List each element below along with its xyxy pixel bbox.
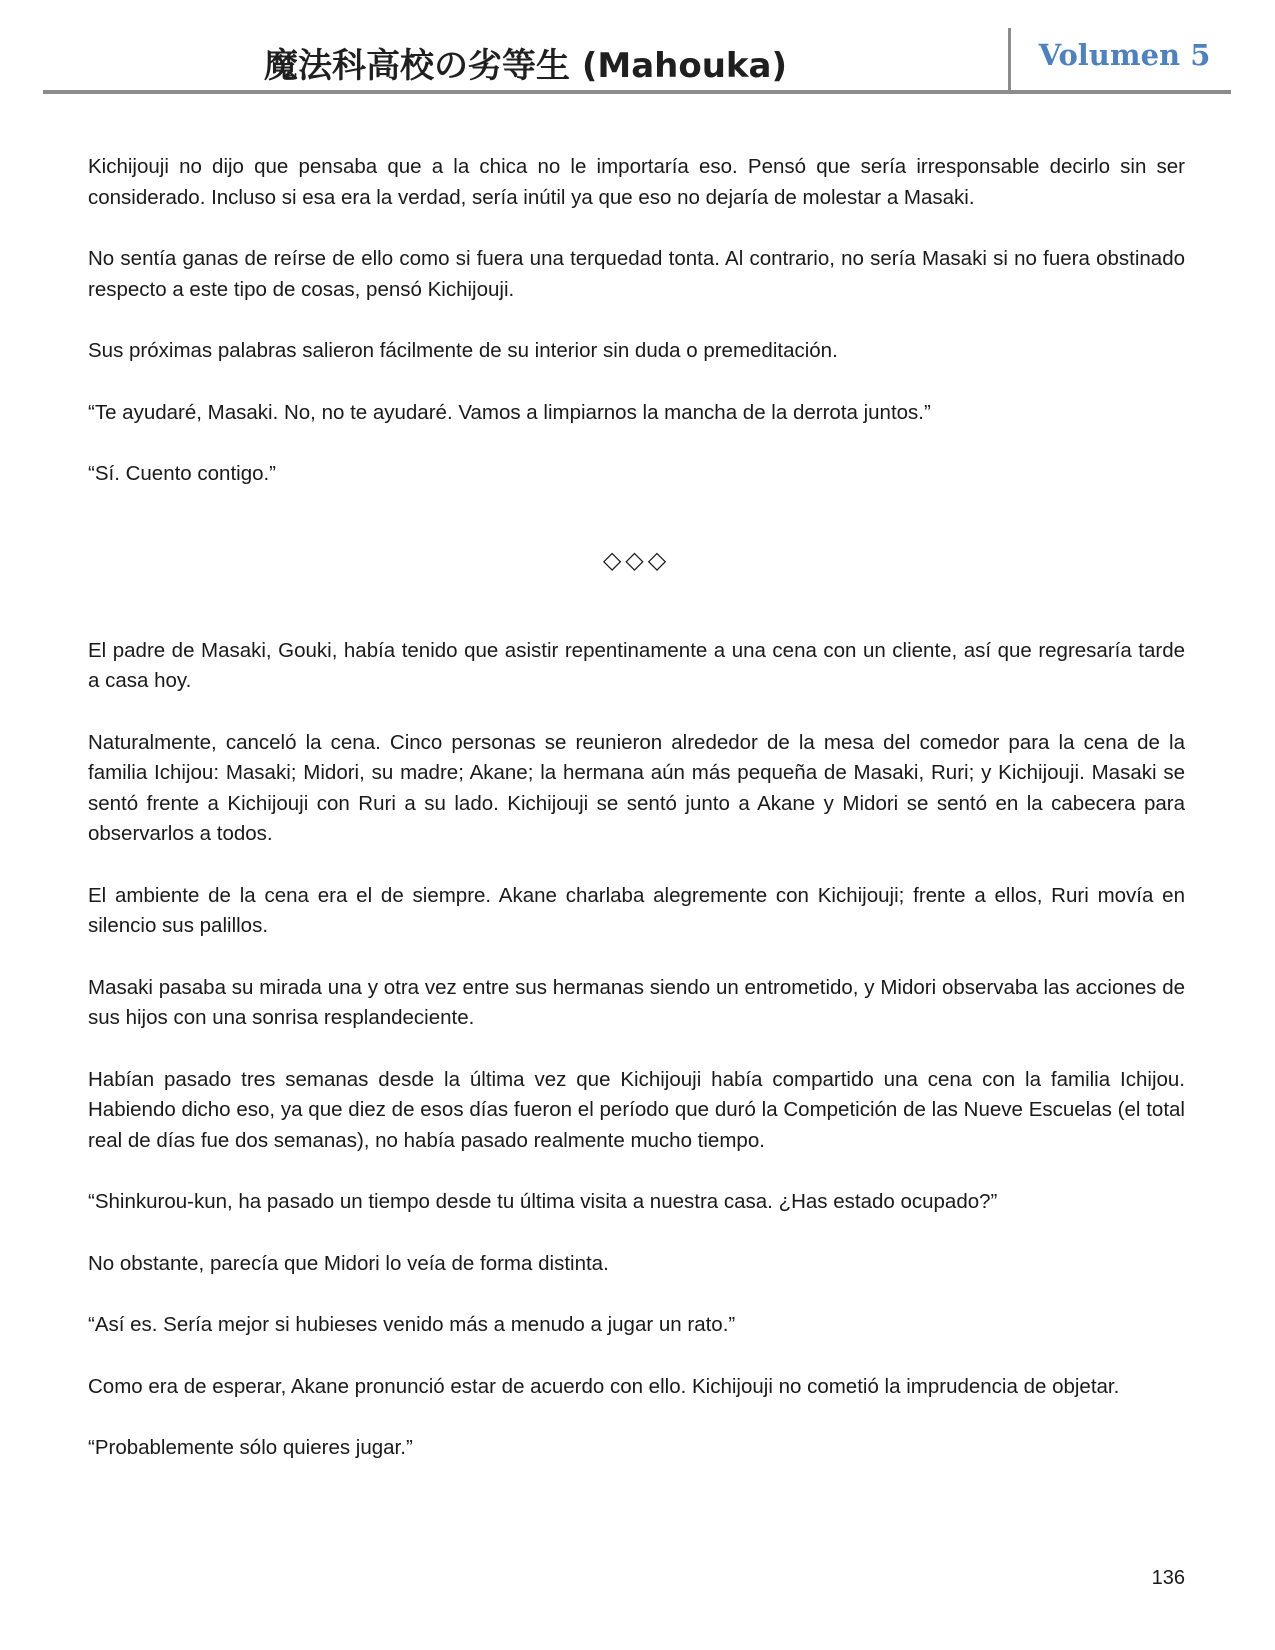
paragraph: No sentía ganas de reírse de ello como si fuera una terquedad tonta. Al contrario, no sería Masaki si no fuera obstinado respecto a este tipo de cosas, pensó Kichijouji. [88,247,1185,301]
paragraph: Masaki pasaba su mirada una y otra vez entre sus hermanas siendo un entrometido, y Midori observaba las acciones de sus hijos con una sonrisa resplandeciente. [88,975,1185,1029]
page-body [88,152,1185,1495]
paragraph: Naturalmente, canceló la cena. Cinco personas se reunieron alrededor de la mesa del comedor para la cena de la familia Ichijou: Masaki; Midori, su madre; Akane; la hermana aún más pequeña de Masaki, Ruri; y Kichijouji. Masaki se sentó frente a Kichijouji con Ruri a su lado. Kichijouji se sentó junto a Akane y Midori se sentó en la cabecera para observarlos a todos. [88,730,1185,845]
dialogue-paragraph: “Sí. Cuento contigo.” [88,462,277,485]
dialogue-paragraph: “Así es. Sería mejor si hubieses venido más a menudo a jugar un rato.” [88,1313,736,1336]
paragraph: Sus próximas palabras salieron fácilmente de su interior sin duda o premeditación. [88,339,838,362]
page-number: 136 [1151,1567,1185,1589]
dialogue-paragraph: “Te ayudaré, Masaki. No, no te ayudaré. Vamos a limpiarnos la mancha de la derrota juntos.” [88,400,931,424]
book-title: 魔法科高校の劣等生 (Mahouka) [263,46,787,86]
paragraph: El padre de Masaki, Gouki, había tenido que asistir repentinamente a una cena con un cliente, así que regresaría tarde a casa hoy. [88,638,1185,692]
header-rule [43,90,1231,94]
paragraph: Kichijouji no dijo que pensaba que a la chica no le importaría eso. Pensó que sería irresponsable decirlo sin ser considerado. Incluso si esa era la verdad, sería inútil ya que eso no dejaría de molestar a Masaki. [88,155,1185,209]
page-header [43,28,1231,94]
volume-label: Volumen 5 [1038,38,1211,72]
header-divider [1008,28,1011,92]
dialogue-paragraph: “Probablemente sólo quieres jugar.” [88,1436,413,1459]
paragraph: El ambiente de la cena era el de siempre. Akane charlaba alegremente con Kichijouji; frente a ellos, Ruri movía en silencio sus palillos. [88,883,1185,937]
scene-break-diamonds: ◇◇◇ [602,546,671,574]
paragraph: No obstante, parecía que Midori lo veía de forma distinta. [88,1251,609,1275]
dialogue-paragraph: “Shinkurou-kun, ha pasado un tiempo desde tu última visita a nuestra casa. ¿Has estado ocupado?” [88,1190,998,1213]
paragraph: Habían pasado tres semanas desde la última vez que Kichijouji había compartido una cena con la familia Ichijou. Habiendo dicho eso, ya que diez de esos días fueron el período que duró la Competición de las Nueve Escuelas (el total real de días fue dos semanas), no había pasado realmente mucho tiempo. [88,1067,1185,1152]
paragraph: Como era de esperar, Akane pronunció estar de acuerdo con ello. Kichijouji no cometió la imprudencia de objetar. [88,1374,1120,1398]
